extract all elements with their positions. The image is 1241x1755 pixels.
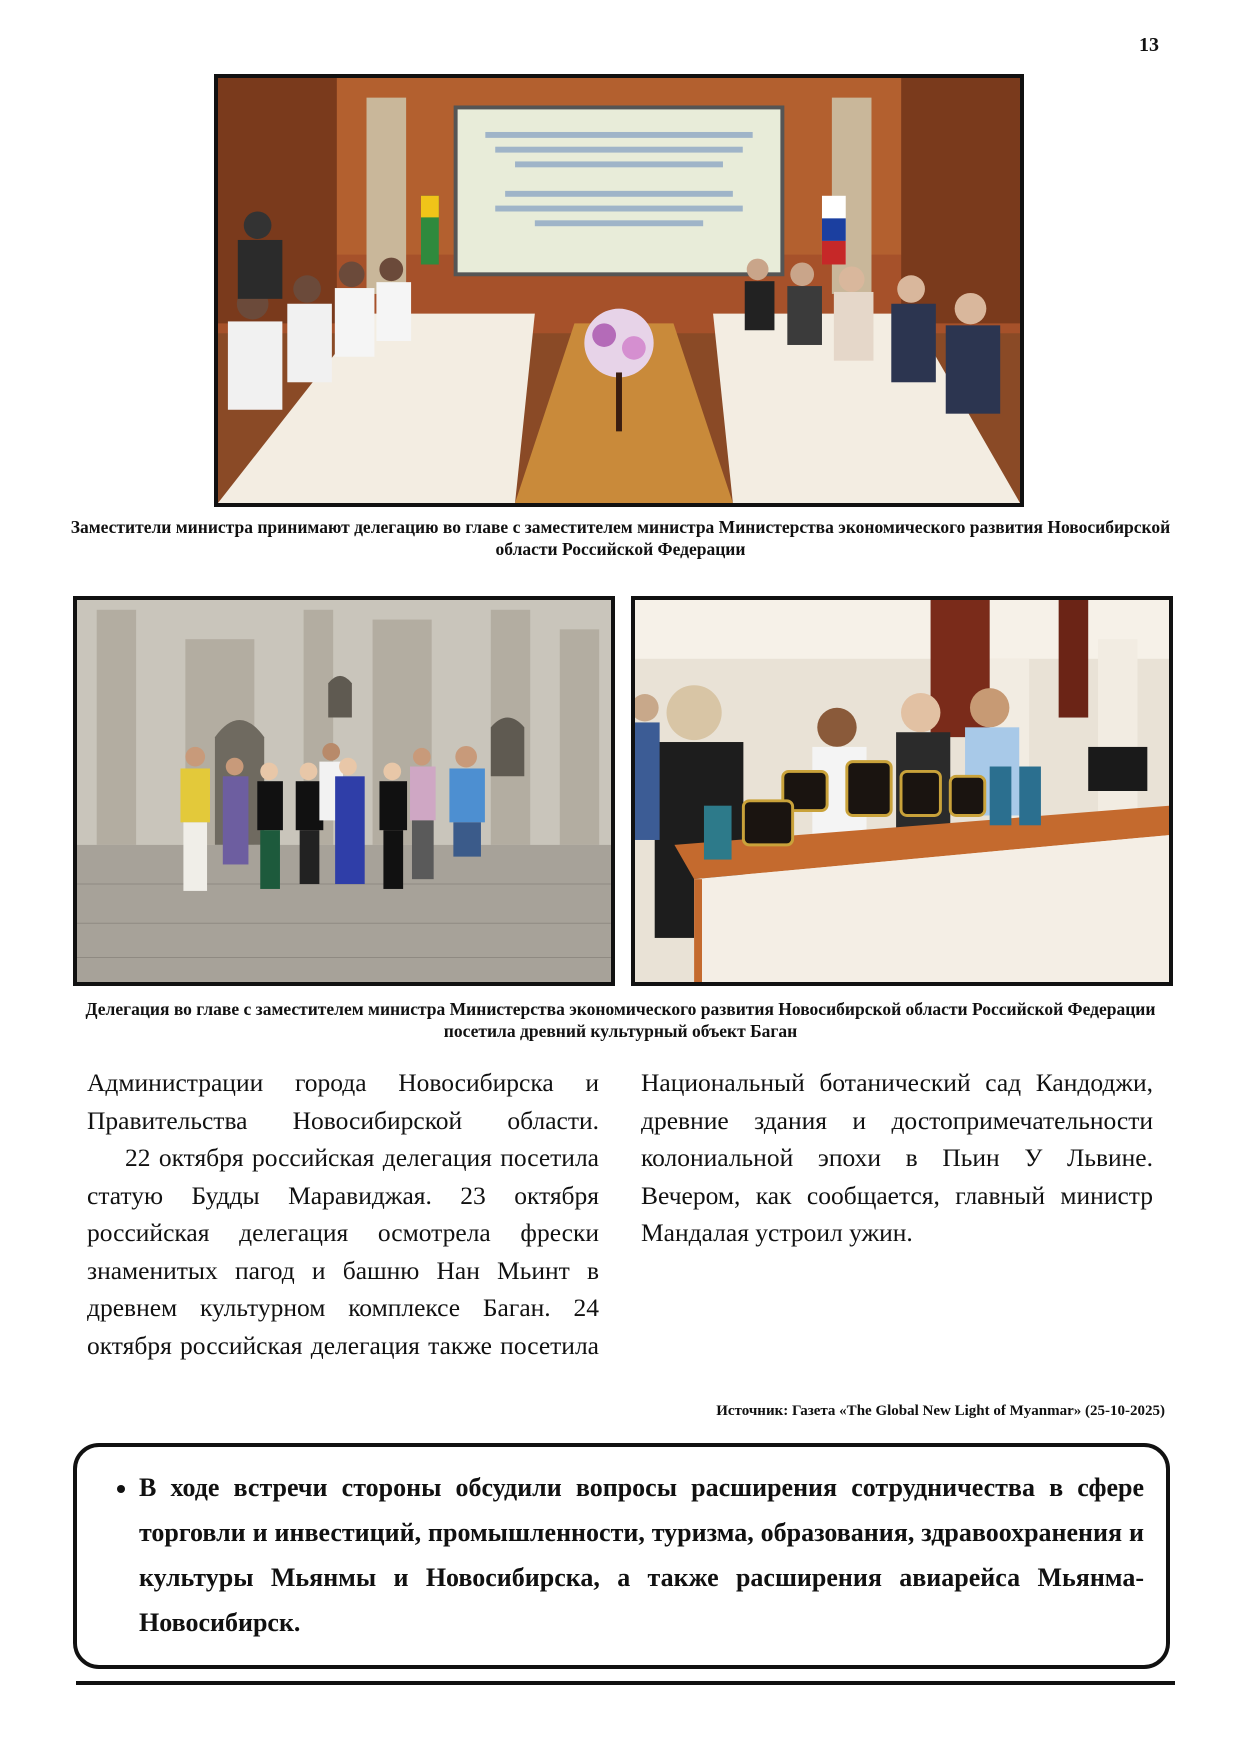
delegation-photo-caption: Делегация во главе с заместителем министра Министерства экономического развития Новосибирской области Российской Федерации посетила древний культурный объект Баган xyxy=(85,999,1156,1041)
summary-bullet: • В ходе встречи стороны обсудили вопросы расширения сотрудничества в сфере торговли и инвестиций, промышленности, туризма, образования, здравоохранения и культуры Мьянмы и Новосибирска, а также расширения авиарейса Мьянма-Новосибирск. xyxy=(139,1465,1144,1645)
lacquerware-shop-photo xyxy=(631,596,1173,986)
source-note: Источник: Газета «The Global New Light of Myanmar» (25-10-2025) xyxy=(716,1403,1165,1419)
article-paragraph: Администрации города Новосибирска и Правительства Новосибирской области. xyxy=(87,1068,599,1135)
article-column-right xyxy=(641,1064,1153,1252)
meeting-photo xyxy=(214,74,1024,507)
page-number: 13 xyxy=(1139,34,1159,56)
summary-list xyxy=(77,1447,1166,1645)
bottom-rule xyxy=(76,1681,1175,1685)
bagan-group-photo xyxy=(73,596,615,986)
article-paragraph: Национальный ботанический сад Кандоджи, древние здания и достопримечательности колониальной эпохи в Пьин У Львине. Вечером, как сообщается, главный министр Мандалая устроил ужин. xyxy=(641,1068,1153,1247)
article-paragraph: 22 октября российская делегация посетила статую Будды Маравиджая. 23 октября российская делегация осмотрела фрески знаменитых пагод и башню Нан Мьинт в древнем культурном комплексе Баган. 24 октября российская делегация также посетила xyxy=(87,1143,599,1360)
summary-box xyxy=(73,1443,1170,1669)
meeting-photo-caption: Заместители министра принимают делегацию во главе с заместителем министра Министерства экономического развития Новосибирской области Российской Федерации xyxy=(70,517,1171,559)
article-column-left xyxy=(87,1064,599,1364)
